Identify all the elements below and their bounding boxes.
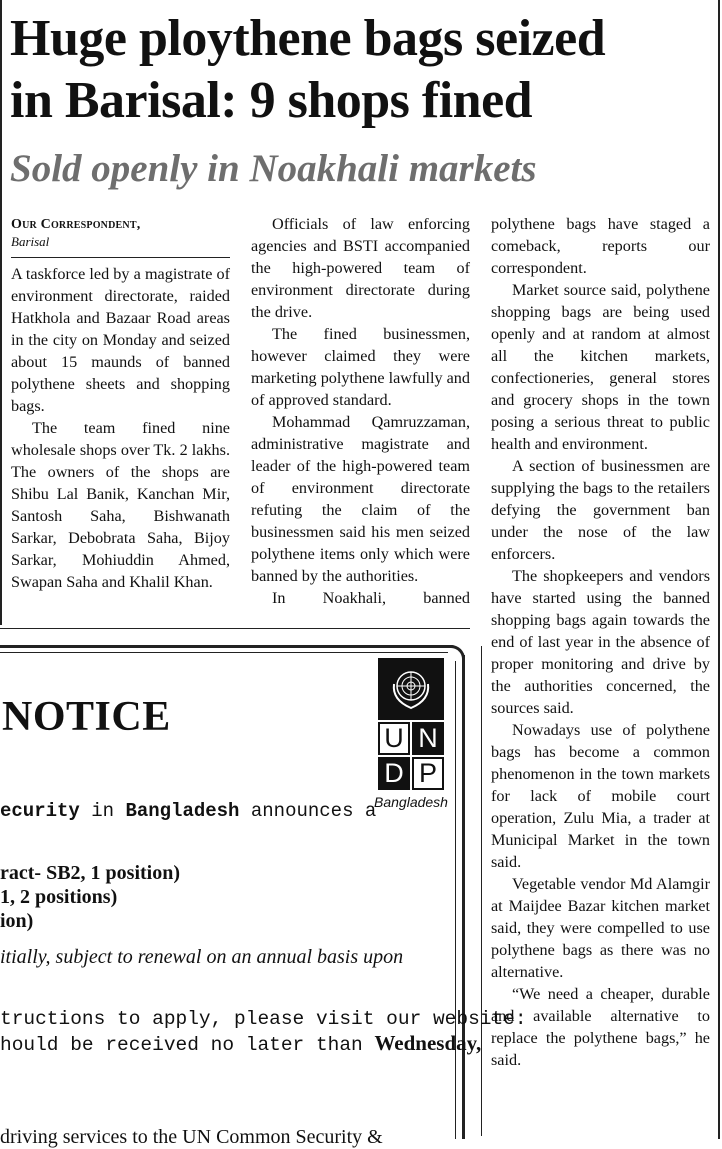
- notice-text: hould be received no later than: [0, 1034, 375, 1056]
- paragraph: The team fined nine wholesale shops over Tk. 2 lakhs. The owners of the shops are Shibu Lal Banik, Kanchan Mir, Santosh Saha, Bishwanath Sarkar, Debobrata Saha, Bijoy Sarkar, Mohiuddin Ahmed, Swapan Saha and Khalil Khan.: [11, 419, 230, 591]
- notice-line-1: [0, 799, 376, 823]
- undp-letter: N: [412, 722, 444, 755]
- paragraph: Market source said, polythene shopping bags are being used openly and at random at almost all the kitchen markets, confectioneries, general stores and grocery shops in the town posing a serious threat to public health and environment.: [491, 281, 710, 453]
- notice-line-3: 1, 2 positions): [0, 886, 118, 908]
- notice-line-7: [0, 1031, 481, 1057]
- paragraph: polythene bags have staged a comeback, reports our correspondent.: [491, 215, 710, 277]
- undp-country: Bangladesh: [374, 794, 448, 810]
- paragraph: In Noakhali, banned: [272, 589, 470, 607]
- article-column-2: [251, 213, 470, 609]
- notice-border-top-inner: [0, 652, 448, 653]
- byline-name: Our Correspondent,: [11, 217, 141, 232]
- notice-line-2: ract- SB2, 1 position): [0, 862, 180, 884]
- article-bottom-rule: [0, 628, 470, 629]
- notice-border-right: [462, 655, 465, 1139]
- paragraph: Mohammad Qamruzzaman, administrative magistrate and leader of the high-powered team of environment directorate refuting the claim of the businessmen said his men seized polythene items only which were banned by the authorities.: [251, 413, 470, 585]
- undp-letter: D: [378, 757, 410, 790]
- article-column-3: [491, 213, 710, 1071]
- paragraph: “We need a cheaper, durable and available alternative to replace the polythene bags,” he said.: [491, 985, 710, 1069]
- undp-letter: P: [412, 757, 444, 790]
- article-column-1: [11, 263, 230, 593]
- paragraph: Vegetable vendor Md Alamgir at Maijdee Bazar kitchen market said, they were compelled to use polythene bags as there was no alternative.: [491, 875, 710, 981]
- headline-line-2: in Barisal: 9 shops fined: [10, 72, 533, 129]
- paragraph: The fined businessmen, however claimed they were marketing polythene lawfully and of approved standard.: [251, 325, 470, 409]
- page-frame-right: [718, 0, 720, 1139]
- notice-line-5: itially, subject to renewal on an annual basis upon: [0, 946, 404, 968]
- notice-line-6: tructions to apply, please visit our website:: [0, 1008, 527, 1030]
- notice-title: NOTICE: [2, 694, 171, 740]
- paragraph: A section of businessmen are supplying the bags to the retailers defying the government ban under the nose of the law enforcers.: [491, 457, 710, 563]
- undp-letter: U: [378, 722, 410, 755]
- byline: [11, 216, 231, 250]
- notice-advertisement: [0, 645, 527, 1148]
- notice-text: Bangladesh: [125, 800, 240, 822]
- notice-text: in: [79, 800, 126, 822]
- paragraph: The shopkeepers and vendors have started using the banned shopping bags again towards the end of last year in the absence of proper monitoring and drive by the authorities concerned, the sources said.: [491, 567, 710, 717]
- notice-text: Wednesday,: [374, 1031, 482, 1055]
- page-frame-left: [0, 0, 2, 625]
- paragraph: Officials of law enforcing agencies and BSTI accompanied the high-powered team of environment directorate during the drive.: [251, 215, 470, 321]
- headline: [10, 8, 715, 132]
- notice-border-top: [0, 645, 455, 648]
- headline-line-1: Huge ploythene bags seized: [10, 10, 606, 67]
- undp-letters: [378, 722, 444, 790]
- un-emblem-icon: [378, 658, 444, 720]
- byline-place: Barisal: [11, 234, 50, 249]
- notice-line-4: ion): [0, 910, 34, 932]
- notice-line-8: driving services to the UN Common Security &: [0, 1126, 383, 1148]
- undp-logo: [374, 658, 448, 810]
- notice-text: announces a: [239, 800, 377, 822]
- paragraph: Nowadays use of polythene bags has become a common phenomenon in the town markets for lack of mobile court operation, Zulu Mia, a trader at Municipal Market in the town said.: [491, 721, 710, 871]
- notice-text: ecurity: [0, 800, 80, 822]
- paragraph: A taskforce led by a magistrate of environment directorate, raided Hatkhola and Bazaar Road areas in the city on Monday and seized about 15 maunds of banned polythene sheets and shopping bags.: [11, 265, 230, 415]
- column-divider: [481, 646, 482, 1136]
- notice-border-right-inner: [455, 661, 456, 1139]
- byline-rule: [11, 257, 230, 258]
- subheadline: Sold openly in Noakhali markets: [10, 147, 537, 190]
